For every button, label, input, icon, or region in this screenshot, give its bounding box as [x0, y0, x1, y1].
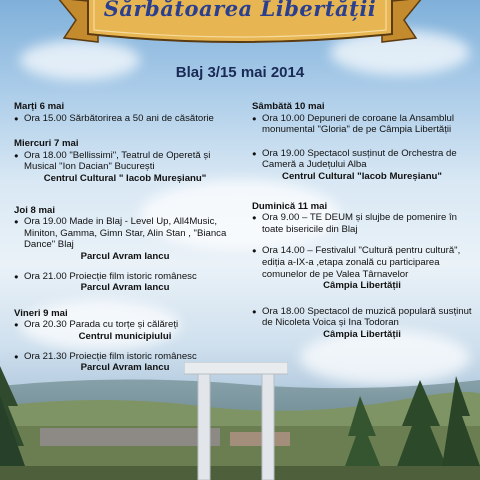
gloria-monument-illustration: [184, 362, 288, 480]
event-item: ● Ora 19.00 Spectacol susținut de Orchestra de Cameră a Județului Alba: [252, 148, 472, 171]
event-item: ● Ora 10.00 Depuneri de coroane la Ansamblul monumental "Gloria" de pe Câmpia Libertății: [252, 113, 472, 136]
event-location: Centrul Cultural " Iacob Mureșianu": [43, 172, 207, 184]
event-item: ● Ora 15.00 Sărbătorirea a 50 ani de căsătorie: [14, 113, 236, 125]
day-heading: Miercuri 7 mai: [14, 138, 79, 150]
day-heading: Marți 6 mai: [14, 101, 65, 112]
event-item: ● Ora 18.00 "Bellissimi", Teatrul de Operetă și Musical "Ion Dacian" București: [14, 150, 236, 173]
event-location: Câmpia Libertății: [323, 328, 401, 340]
day-heading: Vineri 9 mai: [14, 307, 68, 319]
schedule-left-column: [14, 101, 236, 374]
event-location: Parcul Avram Iancu: [80, 362, 170, 374]
event-location: Centrul municipiului: [78, 330, 172, 342]
event-item: ● Ora 9.00 – TE DEUM și slujbe de pomenire în toate bisericile din Blaj: [252, 212, 472, 235]
event-item: ● Ora 18.00 Spectacol de muzică populară susținut de Nicoleta Voica și Ina Todoran: [252, 306, 472, 329]
event-location: Câmpia Libertății: [323, 280, 401, 292]
day-heading: Joi 8 mai: [14, 204, 56, 216]
event-item: ● Ora 21.30 Proiecție film istoric românesc: [14, 351, 236, 363]
event-location: Centrul Cultural "Iacob Mureșianu": [282, 170, 442, 182]
title-banner: [58, 0, 422, 50]
event-location: Parcul Avram Iancu: [80, 250, 170, 262]
date-subtitle: Blaj 3/15 mai 2014: [175, 64, 305, 81]
day-heading: Sâmbătă 10 mai: [252, 101, 325, 112]
day-heading: Duminică 11 mai: [252, 200, 328, 212]
event-item: ● Ora 21.00 Proiecție film istoric românesc: [14, 271, 236, 283]
page-title: Sărbătoarea Libertății: [103, 0, 377, 21]
event-item: ● Ora 14.00 – Festivalul "Cultură pentru cultură", ediția a-IX-a ,etapa zonală cu participarea comunelor de pe Valea Târnavelor: [252, 245, 472, 280]
schedule-right-column: [252, 101, 472, 341]
event-item: ● Ora 20.30 Parada cu torțe și călăreți: [14, 319, 236, 331]
event-location: Parcul Avram Iancu: [80, 282, 170, 294]
event-item: ● Ora 19.00 Made in Blaj - Level Up, All4Music, Miniton, Gamma, Gimn Star, Alin Stan , "Bianca Dance" Blaj: [14, 216, 236, 251]
